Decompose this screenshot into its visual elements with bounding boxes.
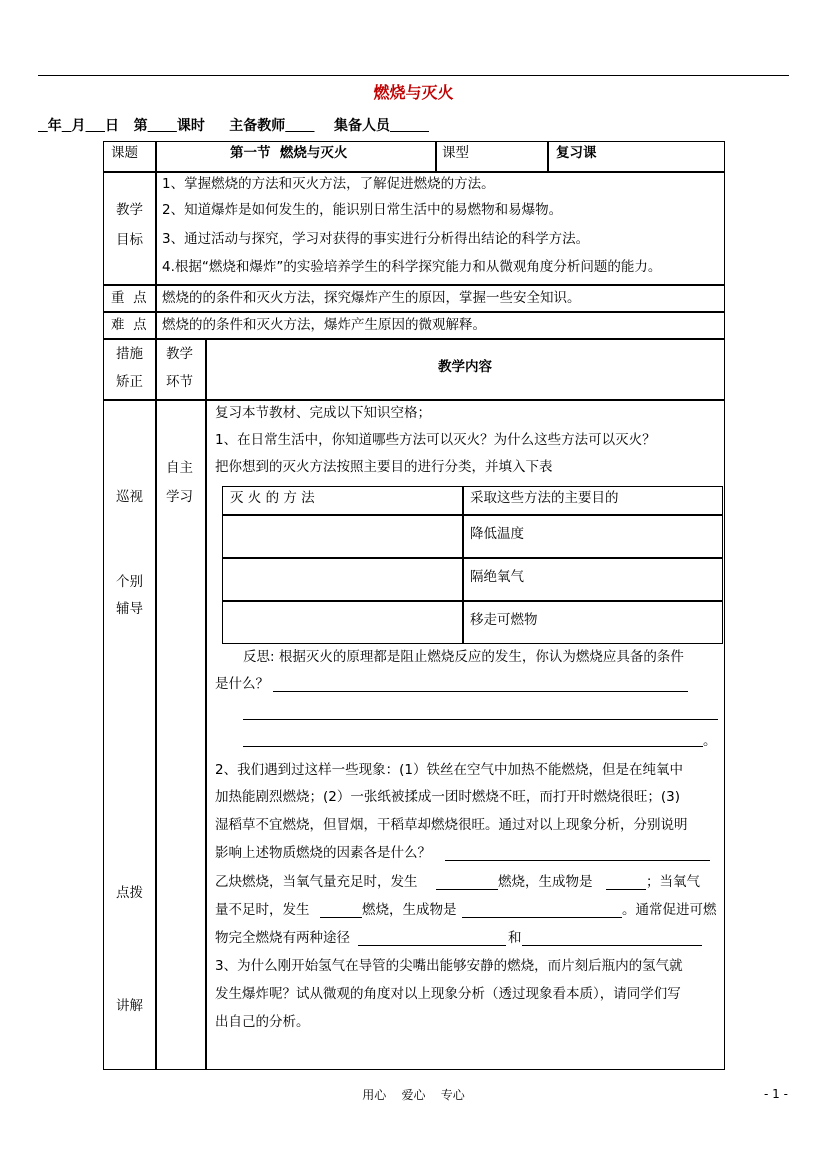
teacher-label: 主备教师 [229, 118, 286, 134]
question-1-sub: 把你想到的灭火方法按照主要目的进行分类，并填入下表 [215, 459, 553, 475]
label-explain: 讲解 [116, 998, 143, 1014]
label-individual-2: 辅导 [116, 601, 143, 617]
objectives-label-2: 目标 [116, 232, 143, 248]
answer-line [243, 746, 703, 747]
inner-purpose-text: 隔绝氧气 [470, 569, 524, 585]
label-patrol: 巡视 [116, 489, 143, 505]
acetylene-2a: 量不足时，发生 [215, 902, 310, 918]
stage-head-2: 环节 [166, 374, 193, 390]
day-label: 日 [105, 118, 119, 134]
period-suffix: 课时 [176, 118, 205, 134]
blank-line [358, 945, 506, 946]
question-3-line: 发生爆炸呢？试从微观的角度对以上现象分析（透过现象看本质），请同学们写 [215, 986, 681, 1002]
inner-head-purpose-text: 采取这些方法的主要目的 [470, 490, 619, 506]
answer-line [273, 691, 688, 692]
measures-head-1: 措施 [116, 346, 143, 362]
reflection-line-1: 反思: 根据灭火的原理都是阻止燃烧反应的发生，你认为燃烧应具备的条件 [243, 649, 684, 665]
blank-line [320, 917, 362, 918]
question-1: 1、在日常生活中，你知道哪些方法可以灭火？为什么这些方法可以灭火？ [215, 432, 656, 448]
question-2-line: 加热能剧烈燃烧；(2）一张纸被揉成一团时燃烧不旺，而打开时燃烧很旺；(3) [215, 789, 680, 805]
blank-line [436, 889, 498, 890]
inner-purpose-text: 移走可燃物 [470, 612, 538, 628]
inner-method-cell [222, 558, 463, 601]
top-rule [38, 75, 789, 76]
acetylene-2c: 。通常促进可燃 [622, 902, 717, 918]
key-point-text: 燃烧的的条件和灭火方法，探究爆炸产生的原因，掌握一些安全知识。 [162, 290, 581, 306]
year-label: 年 [47, 118, 62, 134]
cell-objectives-label [103, 172, 156, 285]
reflection-end: 。 [703, 733, 717, 749]
answer-line [243, 719, 718, 720]
document-title: 燃烧与灭火 [373, 83, 454, 102]
blank-line [606, 889, 646, 890]
inner-method-cell [222, 601, 463, 644]
type-value: 复习课 [556, 145, 597, 161]
acetylene-2b: 燃烧，生成物是 [362, 902, 457, 918]
acetylene-3b: 和 [508, 930, 522, 946]
measures-head-2: 矫正 [116, 374, 143, 390]
question-3-line: 出自己的分析。 [215, 1014, 310, 1030]
stage-self-2: 学习 [166, 489, 193, 505]
acetylene-1c: ；当氧气 [646, 874, 700, 890]
objectives-label-1: 教学 [116, 202, 143, 218]
topic-label: 课题 [111, 145, 138, 161]
page-number: - 1 - [764, 1087, 788, 1101]
acetylene-1b: 燃烧，生成物是 [498, 874, 593, 890]
inner-purpose-text: 降低温度 [470, 526, 524, 542]
stage-self-1: 自主 [166, 460, 193, 476]
objective-item: 3、通过活动与探究，学习对获得的事实进行分析得出结论的科学方法。 [162, 231, 590, 247]
question-2-line: 2、我们遇到过这样一些现象：(1）铁丝在空气中加热不能燃烧，但是在纯氧中 [215, 762, 683, 778]
inner-method-cell [222, 515, 463, 558]
objective-item: 4.根据“燃烧和爆炸”的实验培养学生的科学探究能力和从微观角度分析问题的能力。 [162, 259, 662, 275]
acetylene-1a: 乙炔燃烧，当氧气量充足时，发生 [215, 874, 418, 890]
group-label: 集备人员 [334, 118, 390, 134]
period-prefix: 第 [133, 118, 148, 134]
type-label: 课型 [442, 145, 469, 161]
content-intro: 复习本节教材、完成以下知识空格； [215, 405, 431, 421]
question-3-line: 3、为什么刚开始氢气在导管的尖嘴出能够安静的燃烧，而片刻后瓶内的氢气就 [215, 958, 683, 974]
question-2-last: 影响上述物质燃烧的因素各是什么？ [215, 845, 431, 861]
difficulty-text: 燃烧的的条件和灭火方法，爆炸产生原因的微观解释。 [162, 317, 486, 333]
content-head: 教学内容 [438, 359, 492, 375]
info-line [38, 115, 429, 135]
month-label: 月 [71, 118, 86, 134]
inner-head-method-text: 灭 火 的 方 法 [230, 490, 315, 506]
reflection-line-2: 是什么？ [215, 676, 269, 692]
label-guide: 点拨 [116, 885, 143, 901]
footer-text: 用心 爱心 专心 [362, 1088, 465, 1102]
label-individual-1: 个别 [116, 574, 143, 590]
blank-line [522, 945, 702, 946]
key-point-label: 重 点 [111, 290, 147, 306]
acetylene-3a: 物完全燃烧有两种途径 [215, 930, 350, 946]
question-2-line: 湿稻草不宜燃烧，但冒烟，干稻草却燃烧很旺。通过对以上现象分析，分别说明 [215, 817, 688, 833]
objective-item: 2、知道爆炸是如何发生的，能识别日常生活中的易燃物和易爆物。 [162, 202, 563, 218]
answer-line [445, 860, 710, 861]
blank-line [462, 917, 622, 918]
objective-item: 1、掌握燃烧的方法和灭火方法，了解促进燃烧的方法。 [162, 176, 495, 192]
difficulty-label: 难 点 [111, 317, 147, 333]
stage-head-1: 教学 [166, 346, 193, 362]
topic-value: 第一节 燃烧与灭火 [230, 145, 348, 161]
